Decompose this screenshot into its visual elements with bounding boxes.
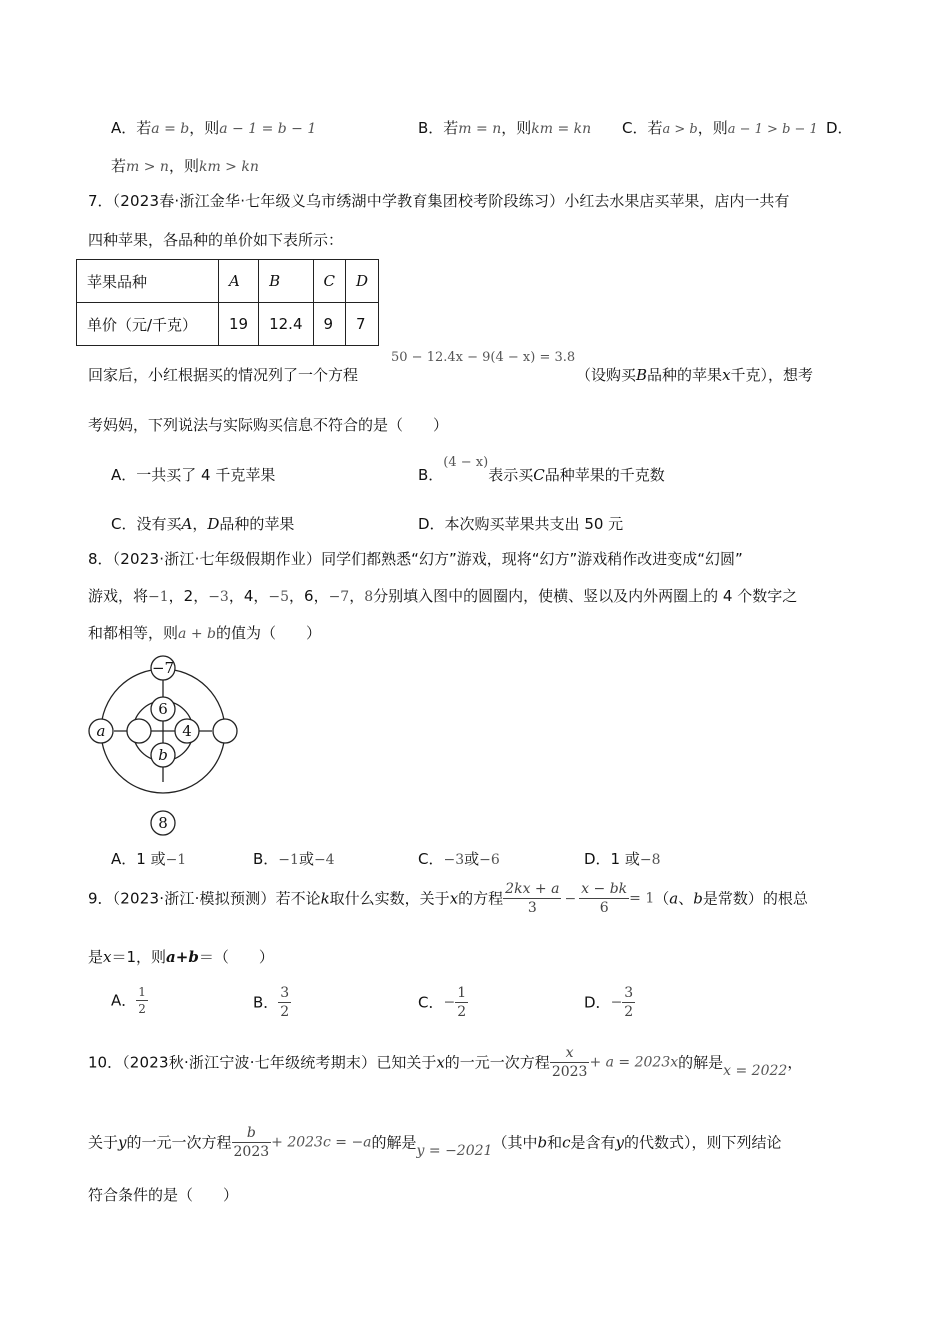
table-cell: A [219, 260, 259, 303]
table-cell: 12.4 [259, 303, 313, 346]
label-bottom: 8 [158, 814, 168, 832]
table-cell: 9 [313, 303, 345, 346]
node-inner-left [127, 719, 151, 743]
table-cell: 19 [219, 303, 259, 346]
table-row [77, 260, 379, 303]
fraction-2: $\frac{x - bk}{6}$ [581, 881, 628, 916]
q8-option-d[interactable]: D．1 或−8 [584, 850, 661, 868]
question-number: 7． [88, 192, 113, 210]
q9-option-a[interactable]: A． $\frac{1}{2}$ [111, 985, 146, 1016]
q10-stem-line1: 10．（2023秋·浙江宁波·七年级统考期末）已知关于x的一元一次方程 $\frac{x}{2023}$ + a = 2023x的解是x = 2022， [88, 1045, 803, 1080]
fraction: $\frac{3}{2}$ [624, 985, 634, 1020]
q7-after-text: 回家后，小红根据买的情况列了一个方程 [88, 366, 359, 384]
label-inner-bottom: b [158, 746, 168, 764]
table-cell: B [259, 260, 313, 303]
question-number: 10． [88, 1053, 123, 1072]
q7-stem-line2: 四种苹果，各品种的单价如下表所示： [88, 231, 344, 249]
question-source: （2023春·浙江金华·七年级义乌市绣湖中学教育集团校考阶段练习） [112, 192, 565, 210]
table-header-price: 单价（元/千克） [77, 303, 219, 346]
fraction: $\frac{3}{2}$ [280, 985, 290, 1020]
q9-option-c[interactable]: C．− $\frac{1}{2}$ [418, 985, 467, 1020]
q6-option-d-content[interactable]: 若m > n，则km > kn [111, 157, 259, 175]
q8-option-b[interactable]: B．−1或−4 [253, 850, 335, 868]
q6-option-b[interactable]: B．若m = n，则km = kn [418, 119, 592, 137]
q8-stem-line3: 和都相等，则a + b的值为（ ） [88, 624, 321, 642]
node-right-outer [213, 719, 237, 743]
question-number: 8． [88, 550, 113, 568]
label-inner-top: 6 [158, 700, 168, 718]
q10-stem-line3: 符合条件的是（ ） [88, 1186, 239, 1204]
fraction: $\frac{1}{2}$ [457, 985, 467, 1020]
fraction: $\frac{1}{2}$ [138, 985, 146, 1016]
q9-stem-line2: 是x＝1，则a+b＝（ ） [88, 948, 274, 966]
q7-option-c[interactable]: C．没有买A，D品种的苹果 [111, 515, 295, 533]
table-header-variety: 苹果品种 [77, 260, 219, 303]
apple-price-table [76, 259, 379, 346]
fraction: $\frac{b}{2023}$ [233, 1125, 270, 1160]
question-number: 9． [88, 889, 113, 908]
q8-option-c[interactable]: C．−3或−6 [418, 850, 500, 868]
q7-option-d[interactable]: D．本次购买苹果共支出 50 元 [418, 515, 624, 533]
q8-option-a[interactable]: A．1 或−1 [111, 850, 187, 868]
q7-after-text-2: （设购买B品种的苹果x千克），想考 [576, 366, 814, 384]
q7-stem-line3: 考妈妈，下列说法与实际购买信息不符合的是（ ） [88, 416, 449, 434]
magic-circle-figure [80, 652, 250, 838]
q10-stem-line2: 关于y的一元一次方程 $\frac{b}{2023}$ + 2023c = −a的解是y = −2021（其中b和c是含有y的代数式），则下列结论 [88, 1125, 782, 1160]
q9-stem-line1: 9．（2023·浙江·模拟预测）若不论k取什么实数，关于x的方程 $\frac{2kx + a}{3}$ − $\frac{x - bk}{6}$ = 1（a、b是常数）的根总 [88, 881, 808, 916]
q6-option-d-label[interactable]: D． [826, 119, 853, 137]
question-source: （2023秋·浙江宁波·七年级统考期末） [122, 1053, 377, 1072]
q7-option-b[interactable]: B．(4 − x)表示买C品种苹果的千克数 [418, 455, 665, 484]
q7-equation: 50 − 12.4x − 9(4 − x) = 3.8 [391, 350, 576, 365]
q7-stem-line1: 7．（2023春·浙江金华·七年级义乌市绣湖中学教育集团校考阶段练习）小红去水果店买苹果，店内一共有 [88, 192, 790, 210]
label-outer-left: a [96, 722, 106, 740]
table-cell: C [313, 260, 345, 303]
question-source: （2023·浙江·七年级假期作业） [112, 550, 322, 568]
q8-stem-line2: 游戏，将−1，2，−3，4，−5，6，−7，8分别填入图中的圆圈内，使横、竖以及内外两圈上的 4 个数字之 [88, 587, 798, 605]
q8-stem-line1: 8．（2023·浙江·七年级假期作业）同学们都熟悉“幻方”游戏，现将“幻方”游戏稍作改进变成“幻圆” [88, 550, 743, 568]
label-inner-right: 4 [182, 722, 192, 740]
q9-option-b[interactable]: B． $\frac{3}{2}$ [253, 985, 290, 1020]
fraction: $\frac{x}{2023}$ [551, 1045, 588, 1080]
q6-option-c[interactable]: C．若a > b，则a − 1 > b − 1 [622, 119, 818, 137]
label-top: −7 [151, 659, 175, 677]
q9-option-d[interactable]: D．− $\frac{3}{2}$ [584, 985, 634, 1020]
q6-option-a[interactable]: A．若a = b，则a − 1 = b − 1 [111, 119, 317, 137]
q7-option-a[interactable]: A．一共买了 4 千克苹果 [111, 466, 276, 484]
question-source: （2023·浙江·模拟预测） [112, 889, 276, 908]
table-cell: D [345, 260, 378, 303]
table-cell: 7 [345, 303, 378, 346]
fraction-1: $\frac{2kx + a}{3}$ [505, 881, 560, 916]
table-row [77, 303, 379, 346]
